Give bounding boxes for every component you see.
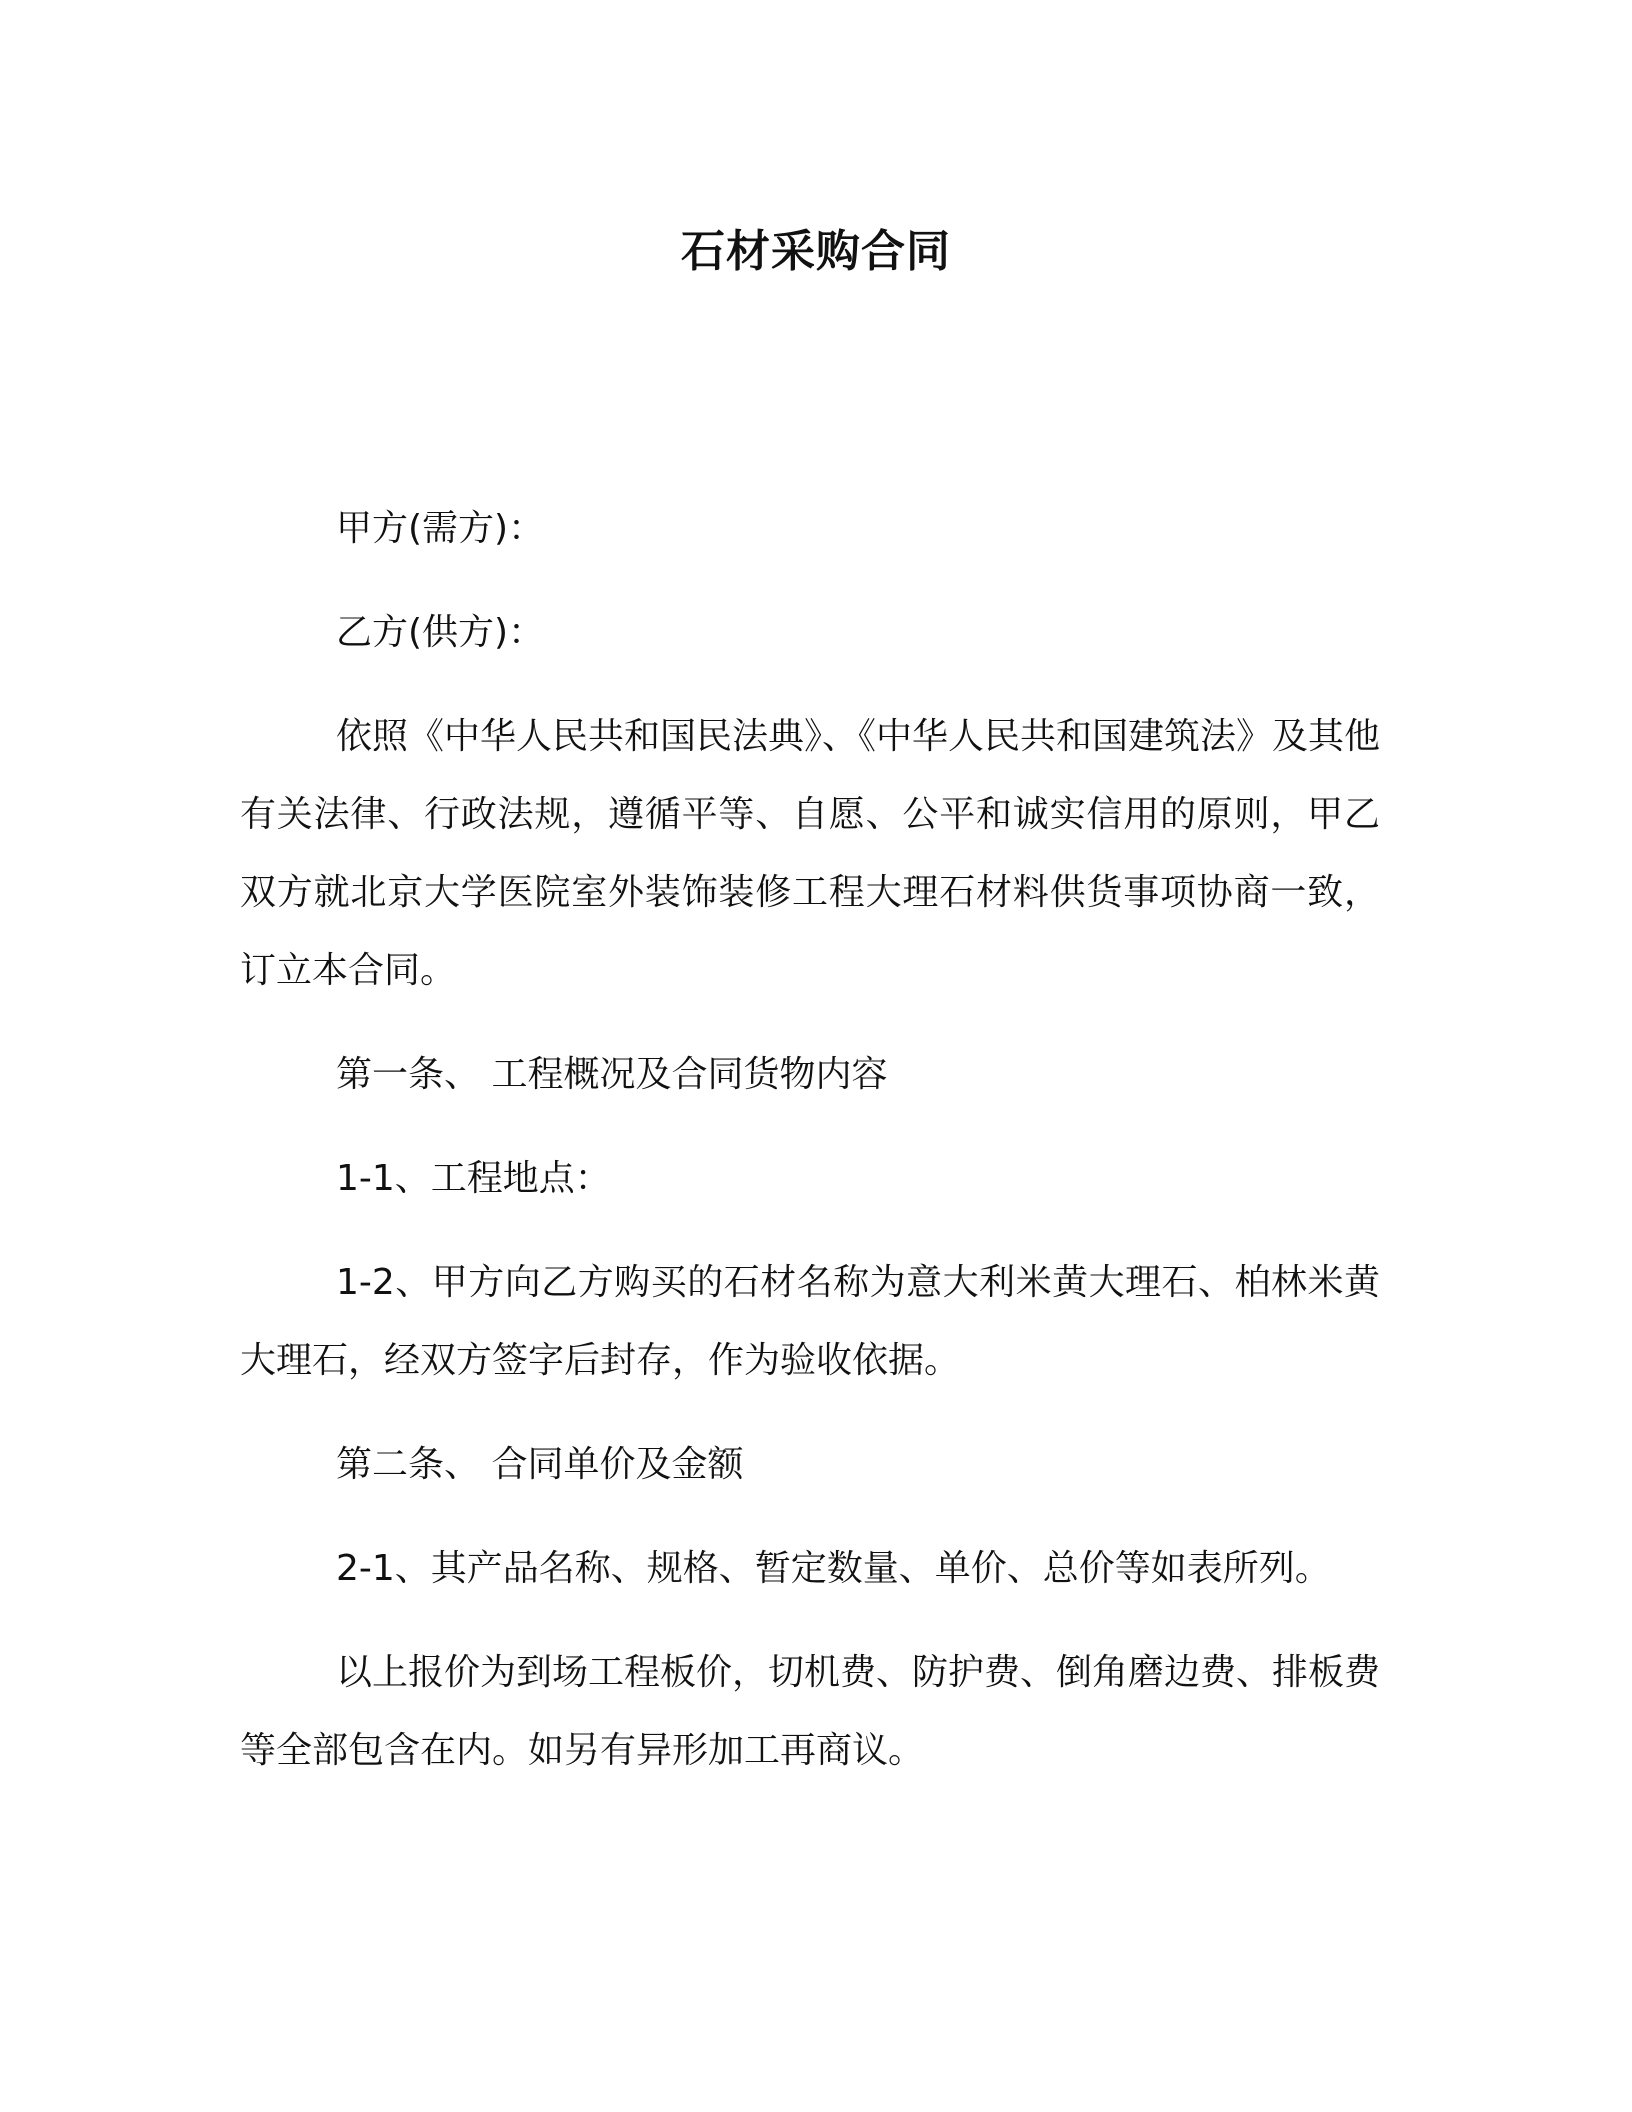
clause-2-1: 2-1、其产品名称、规格、暂定数量、单价、总价等如表所列。 xyxy=(336,1548,1331,1589)
party-a-line: 甲方(需方)： xyxy=(336,508,545,549)
document-body xyxy=(240,490,1380,1816)
article-1-heading: 第一条、 工程概况及合同货物内容 xyxy=(336,1054,888,1095)
party-b-line: 乙方(供方)： xyxy=(336,612,545,653)
clause-1-1: 1-1、工程地点： xyxy=(336,1158,611,1199)
clause-1-2: 1-2、甲方向乙方购买的石材名称为意大利米黄大理石、柏林米黄大理石，经双方签字后封存，作为验收依据。 xyxy=(240,1262,1380,1381)
article-2-heading: 第二条、 合同单价及金额 xyxy=(336,1444,744,1485)
document-title: 石材采购合同 xyxy=(681,226,951,277)
preamble-paragraph: 依照《中华人民共和国民法典》、《中华人民共和国建筑法》及其他有关法律、行政法规，遵循平等、自愿、公平和诚实信用的原则，甲乙双方就北京大学医院室外装饰装修工程大理石材料供货事项协商一致，订立本合同。 xyxy=(240,716,1381,991)
pricing-note-paragraph: 以上报价为到场工程板价，切机费、防护费、倒角磨边费、排板费等全部包含在内。如另有异形加工再商议。 xyxy=(240,1652,1381,1771)
